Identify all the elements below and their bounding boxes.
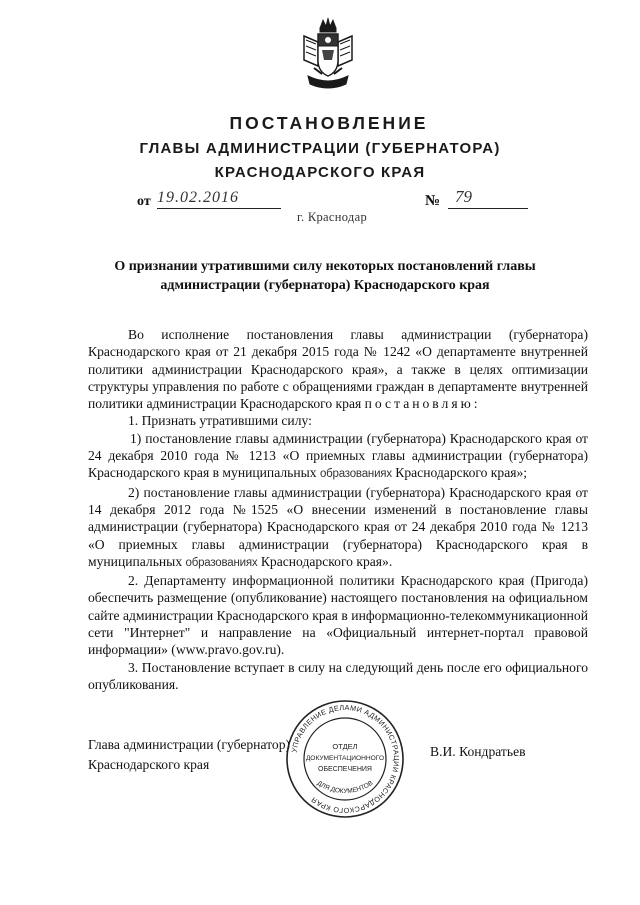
- position-line-1: Глава администрации (губернатор): [88, 737, 291, 752]
- resolve-word: постановляю:: [364, 396, 481, 412]
- issuer-heading: ГЛАВЫ АДМИНИСТРАЦИИ (ГУБЕРНАТОРА): [139, 140, 501, 157]
- handwritten-insert: образованиях: [319, 468, 392, 481]
- preamble-text: Во исполнение постановления главы администрации (губернатора) Краснодарского края от 21 декабря 2015 года № 1242 «О департаменте внутренней политики администрации Краснодарского края», а также в целях оптимизации структуры управления по работе с обращениями граждан в департаменте внутренней политики администрации Краснодарского края: [88, 327, 588, 412]
- document-type-heading: ПОСТАНОВЛЕНИЕ: [229, 113, 429, 133]
- stamp-center-line-3: ОБЕСПЕЧЕНИЯ: [318, 766, 372, 773]
- item-2-paragraph: 2. Департаменту информационной политики Краснодарского края (Пригода) обеспечить размещение (опубликование) настоящего постановления на официальном сайте администрации Краснодарского края в информационно-телекоммуникационной сети "Интернет" и направление на «Официальный интернет-портал правовой информации» (www.pravo.gov.ru).: [88, 573, 588, 658]
- handwritten-number: 79: [455, 187, 472, 206]
- preamble-paragraph: [88, 326, 588, 412]
- handwritten-date: 19.02.2016: [157, 189, 239, 206]
- date-prefix: от: [137, 194, 151, 209]
- stamp-bottom-text: ДЛЯ ДОКУМЕНТОВ: [315, 779, 375, 796]
- item-1-1-text: 1) постановление главы администрации (губернатора) Краснодарского края от 24 декабря 2010 года № 1213 «О приемных главы администрации (губернатора) Краснодарского края в муниципальных: [88, 430, 588, 481]
- svg-text:ДЛЯ ДОКУМЕНТОВ: [316, 780, 375, 795]
- coat-of-arms-icon: [298, 14, 358, 94]
- item-1-2-tail: Краснодарского края».: [257, 553, 393, 569]
- item-1-paragraph: 1. Признать утратившими силу:: [128, 413, 312, 429]
- stamp-center-line-2: ДОКУМЕНТАЦИОННОГО: [305, 755, 385, 762]
- number-underline: [448, 208, 528, 209]
- region-heading: КРАСНОДАРСКОГО КРАЯ: [214, 164, 426, 181]
- item-1-1-paragraph: [88, 430, 588, 484]
- stamp-ring-text: УПРАВЛЕНИЕ ДЕЛАМИ АДМИНИСТРАЦИИ КРАСНОДАРСКОГО КРАЯ: [289, 702, 402, 816]
- position-line-2: Краснодарского края: [88, 757, 210, 772]
- city-label: г. Краснодар: [297, 210, 367, 224]
- item-1-2-paragraph: [88, 484, 588, 572]
- signatory-position: [88, 735, 290, 775]
- document-body: [88, 326, 588, 693]
- handwritten-insert: образованиях: [185, 556, 258, 569]
- item-1-2-text: 2) постановление главы администрации (губернатора) Краснодарского края от 14 декабря 2012 года №1525 «О внесении изменений в постановление главы администрации (губернатора) Краснодарского края от 24 декабря 2010 года № 1213 «О приемных главы администрации (губернатора) Краснодарского края в муниципальных: [88, 484, 588, 569]
- document-title: О признании утратившими силу некоторых постановлений главы администрации (губернатора) Краснодарского края: [114, 259, 536, 293]
- official-stamp: [284, 698, 406, 820]
- number-prefix: №: [425, 193, 441, 209]
- signatory-name: В.И. Кондратьев: [430, 744, 526, 759]
- item-1-1-tail: Краснодарского края»;: [391, 465, 528, 481]
- item-3-paragraph: 3. Постановление вступает в силу на следующий день после его официального опубликования.: [88, 659, 588, 692]
- date-underline: [157, 208, 281, 209]
- stamp-center-line-1: ОТДЕЛ: [332, 742, 358, 751]
